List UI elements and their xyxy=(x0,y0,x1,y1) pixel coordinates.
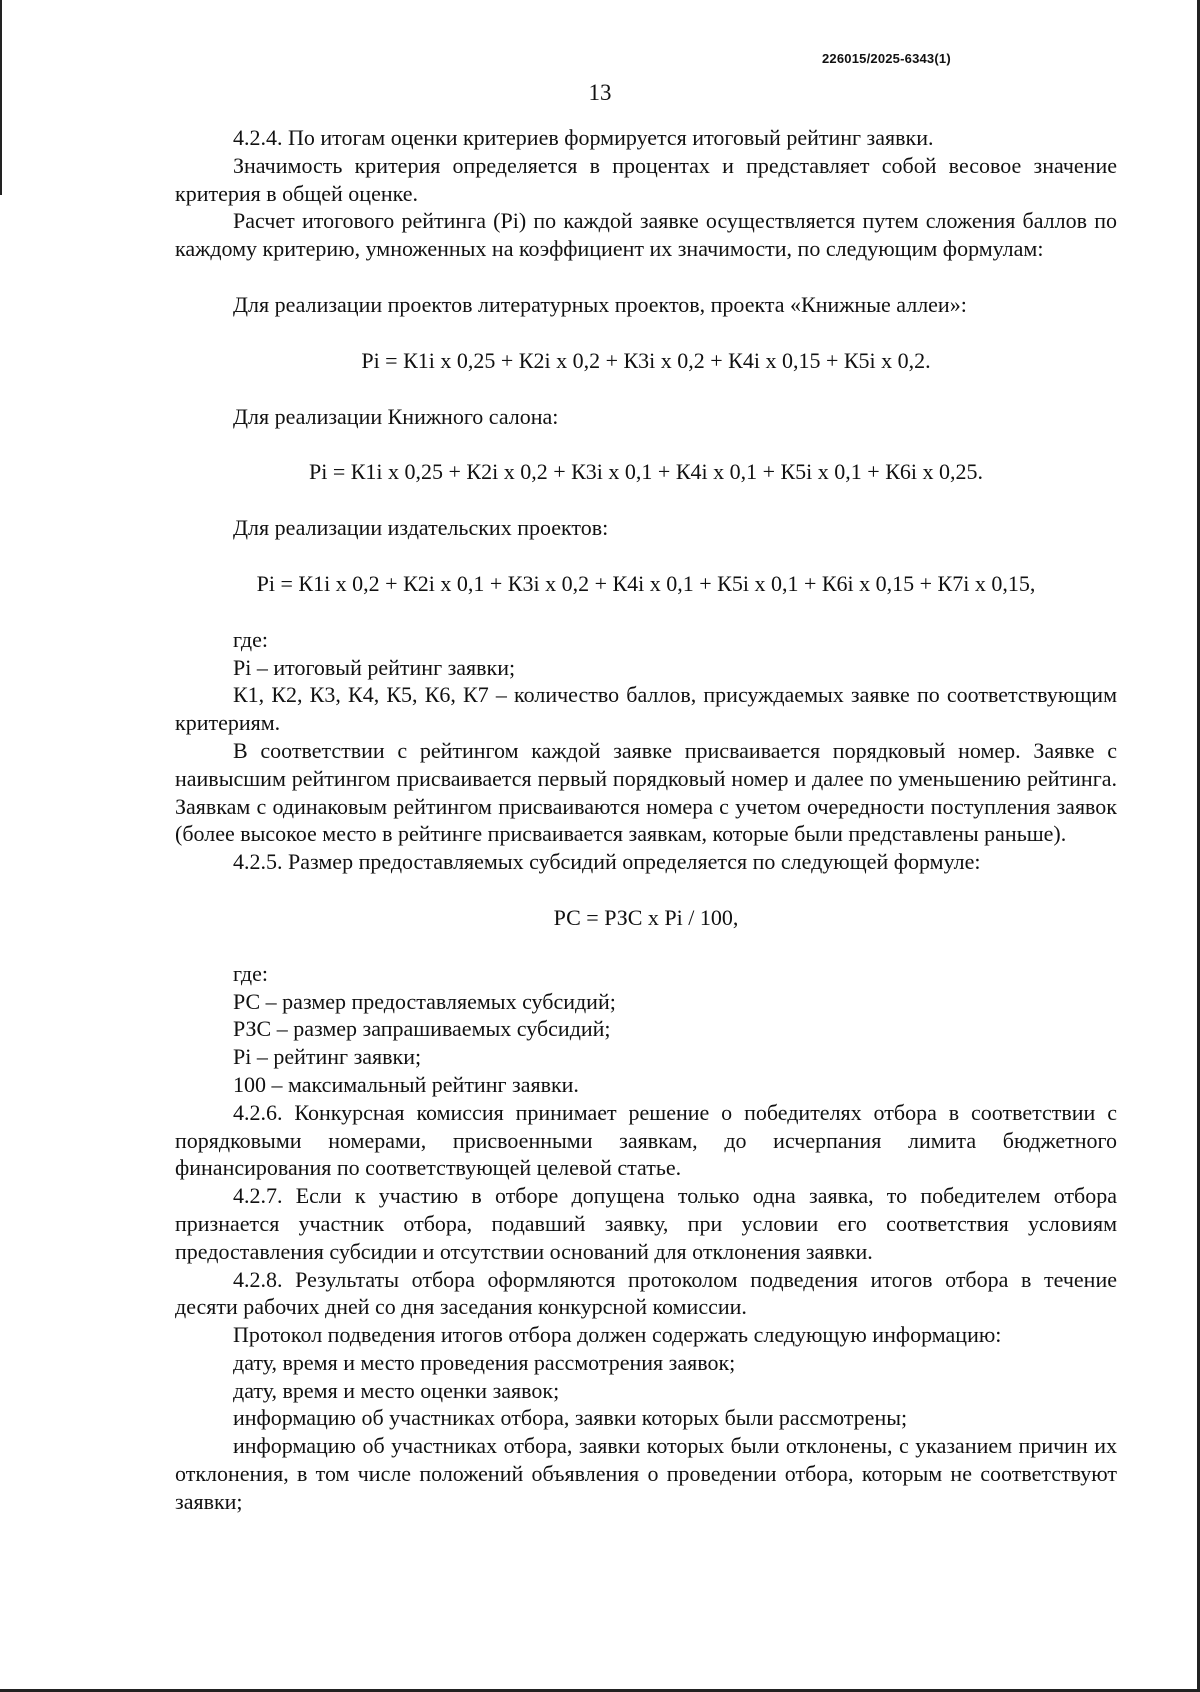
page-content xyxy=(175,124,1117,1516)
protocol-item-1: дату, время и место проведения рассмотрения заявок; xyxy=(233,1349,736,1375)
formula-subsidy-size: РС = РЗС х Pi / 100, xyxy=(553,904,739,930)
protocol-item-3: информацию об участниках отбора, заявки которых были рассмотрены; xyxy=(233,1405,908,1431)
paragraph-significance: Значимость критерия определяется в процентах и представляет собой весовое значение критерия в общей оценке. xyxy=(175,152,1117,206)
paragraph-4-2-6: 4.2.6. Конкурсная комиссия принимает решение о победителях отбора в соответствии с порядковыми номерами, присвоенными заявкам, до исчерпания лимита бюджетного финансирования по соответствующей целевой статье. xyxy=(175,1099,1117,1181)
definition-pzc: РЗС – размер запрашиваемых субсидий; xyxy=(233,1016,611,1042)
paragraph-4-2-5: 4.2.5. Размер предоставляемых субсидий определяется по следующей формуле: xyxy=(233,849,981,875)
definition-100: 100 – максимальный рейтинг заявки. xyxy=(233,1071,579,1097)
literary-projects-intro: Для реализации проектов литературных проектов, проекта «Книжные аллеи»: xyxy=(233,291,967,317)
protocol-item-2: дату, время и место оценки заявок; xyxy=(233,1377,560,1403)
definition-pi: Pi – итоговый рейтинг заявки; xyxy=(233,654,516,680)
paragraph-4-2-4: 4.2.4. По итогам оценки критериев формируется итоговый рейтинг заявки. xyxy=(233,125,934,150)
paragraph-ranking: В соответствии с рейтингом каждой заявке присваивается порядковый номер. Заявке с наивысшим рейтингом присваивается первый порядковый номер и далее по уменьшению рейтинга. Заявкам с одинаковым рейтингом присваиваются номера с учетом очередности поступления заявок (более высокое место в рейтинге присваивается заявкам, которые были представлены раньше). xyxy=(175,737,1117,847)
formula-publishing-projects: Pi = К1i х 0,2 + К2i х 0,1 + К3i х 0,2 + К4i х 0,1 + К5i х 0,1 + К6i х 0,15 + К7i х 0,15, xyxy=(256,570,1036,596)
formula-literary-projects: Pi = К1i х 0,25 + К2i х 0,2 + К3i х 0,2 + К4i х 0,15 + К5i х 0,2. xyxy=(361,347,931,373)
where-label-2: где: xyxy=(233,960,268,986)
protocol-item-4: информацию об участниках отбора, заявки которых были отклонены, с указанием причин их отклонения, в том числе положений объявления о проведении отбора, которым не соответствуют заявки; xyxy=(175,1433,1117,1514)
paragraph-rating-calculation: Расчет итогового рейтинга (Pi) по каждой заявке осуществляется путем сложения баллов по каждому критерию, умноженных на коэффициент их значимости, по следующим формулам: xyxy=(175,208,1117,262)
paragraph-4-2-7: 4.2.7. Если к участию в отборе допущена только одна заявка, то победителем отбора признается участник отбора, подавший заявку, при условии его соответствия условиям предоставления субсидии и отсутствии оснований для отклонения заявки. xyxy=(175,1183,1117,1264)
formula-book-salon: Pi = К1i х 0,25 + К2i х 0,2 + К3i х 0,1 + К4i х 0,1 + К5i х 0,1 + К6i х 0,25. xyxy=(308,459,983,485)
where-label: где: xyxy=(233,626,268,652)
definition-pi-2: Pi – рейтинг заявки; xyxy=(233,1044,422,1070)
definition-pc: РС – размер предоставляемых субсидий; xyxy=(233,988,616,1014)
paragraph-4-2-8: 4.2.8. Результаты отбора оформляются протоколом подведения итогов отбора в течение десяти рабочих дней со дня заседания конкурсной комиссии. xyxy=(175,1266,1117,1320)
page-number: 13 xyxy=(588,80,612,105)
definition-k: К1, К2, К3, К4, К5, К6, К7 – количество баллов, присуждаемых заявке по соответствующим критериям. xyxy=(175,682,1117,736)
protocol-intro: Протокол подведения итогов отбора должен содержать следующую информацию: xyxy=(233,1322,1002,1348)
publishing-projects-intro: Для реализации издательских проектов: xyxy=(233,515,609,541)
document-number: 226015/2025-6343(1) xyxy=(822,51,951,66)
book-salon-intro: Для реализации Книжного салона: xyxy=(233,403,559,429)
